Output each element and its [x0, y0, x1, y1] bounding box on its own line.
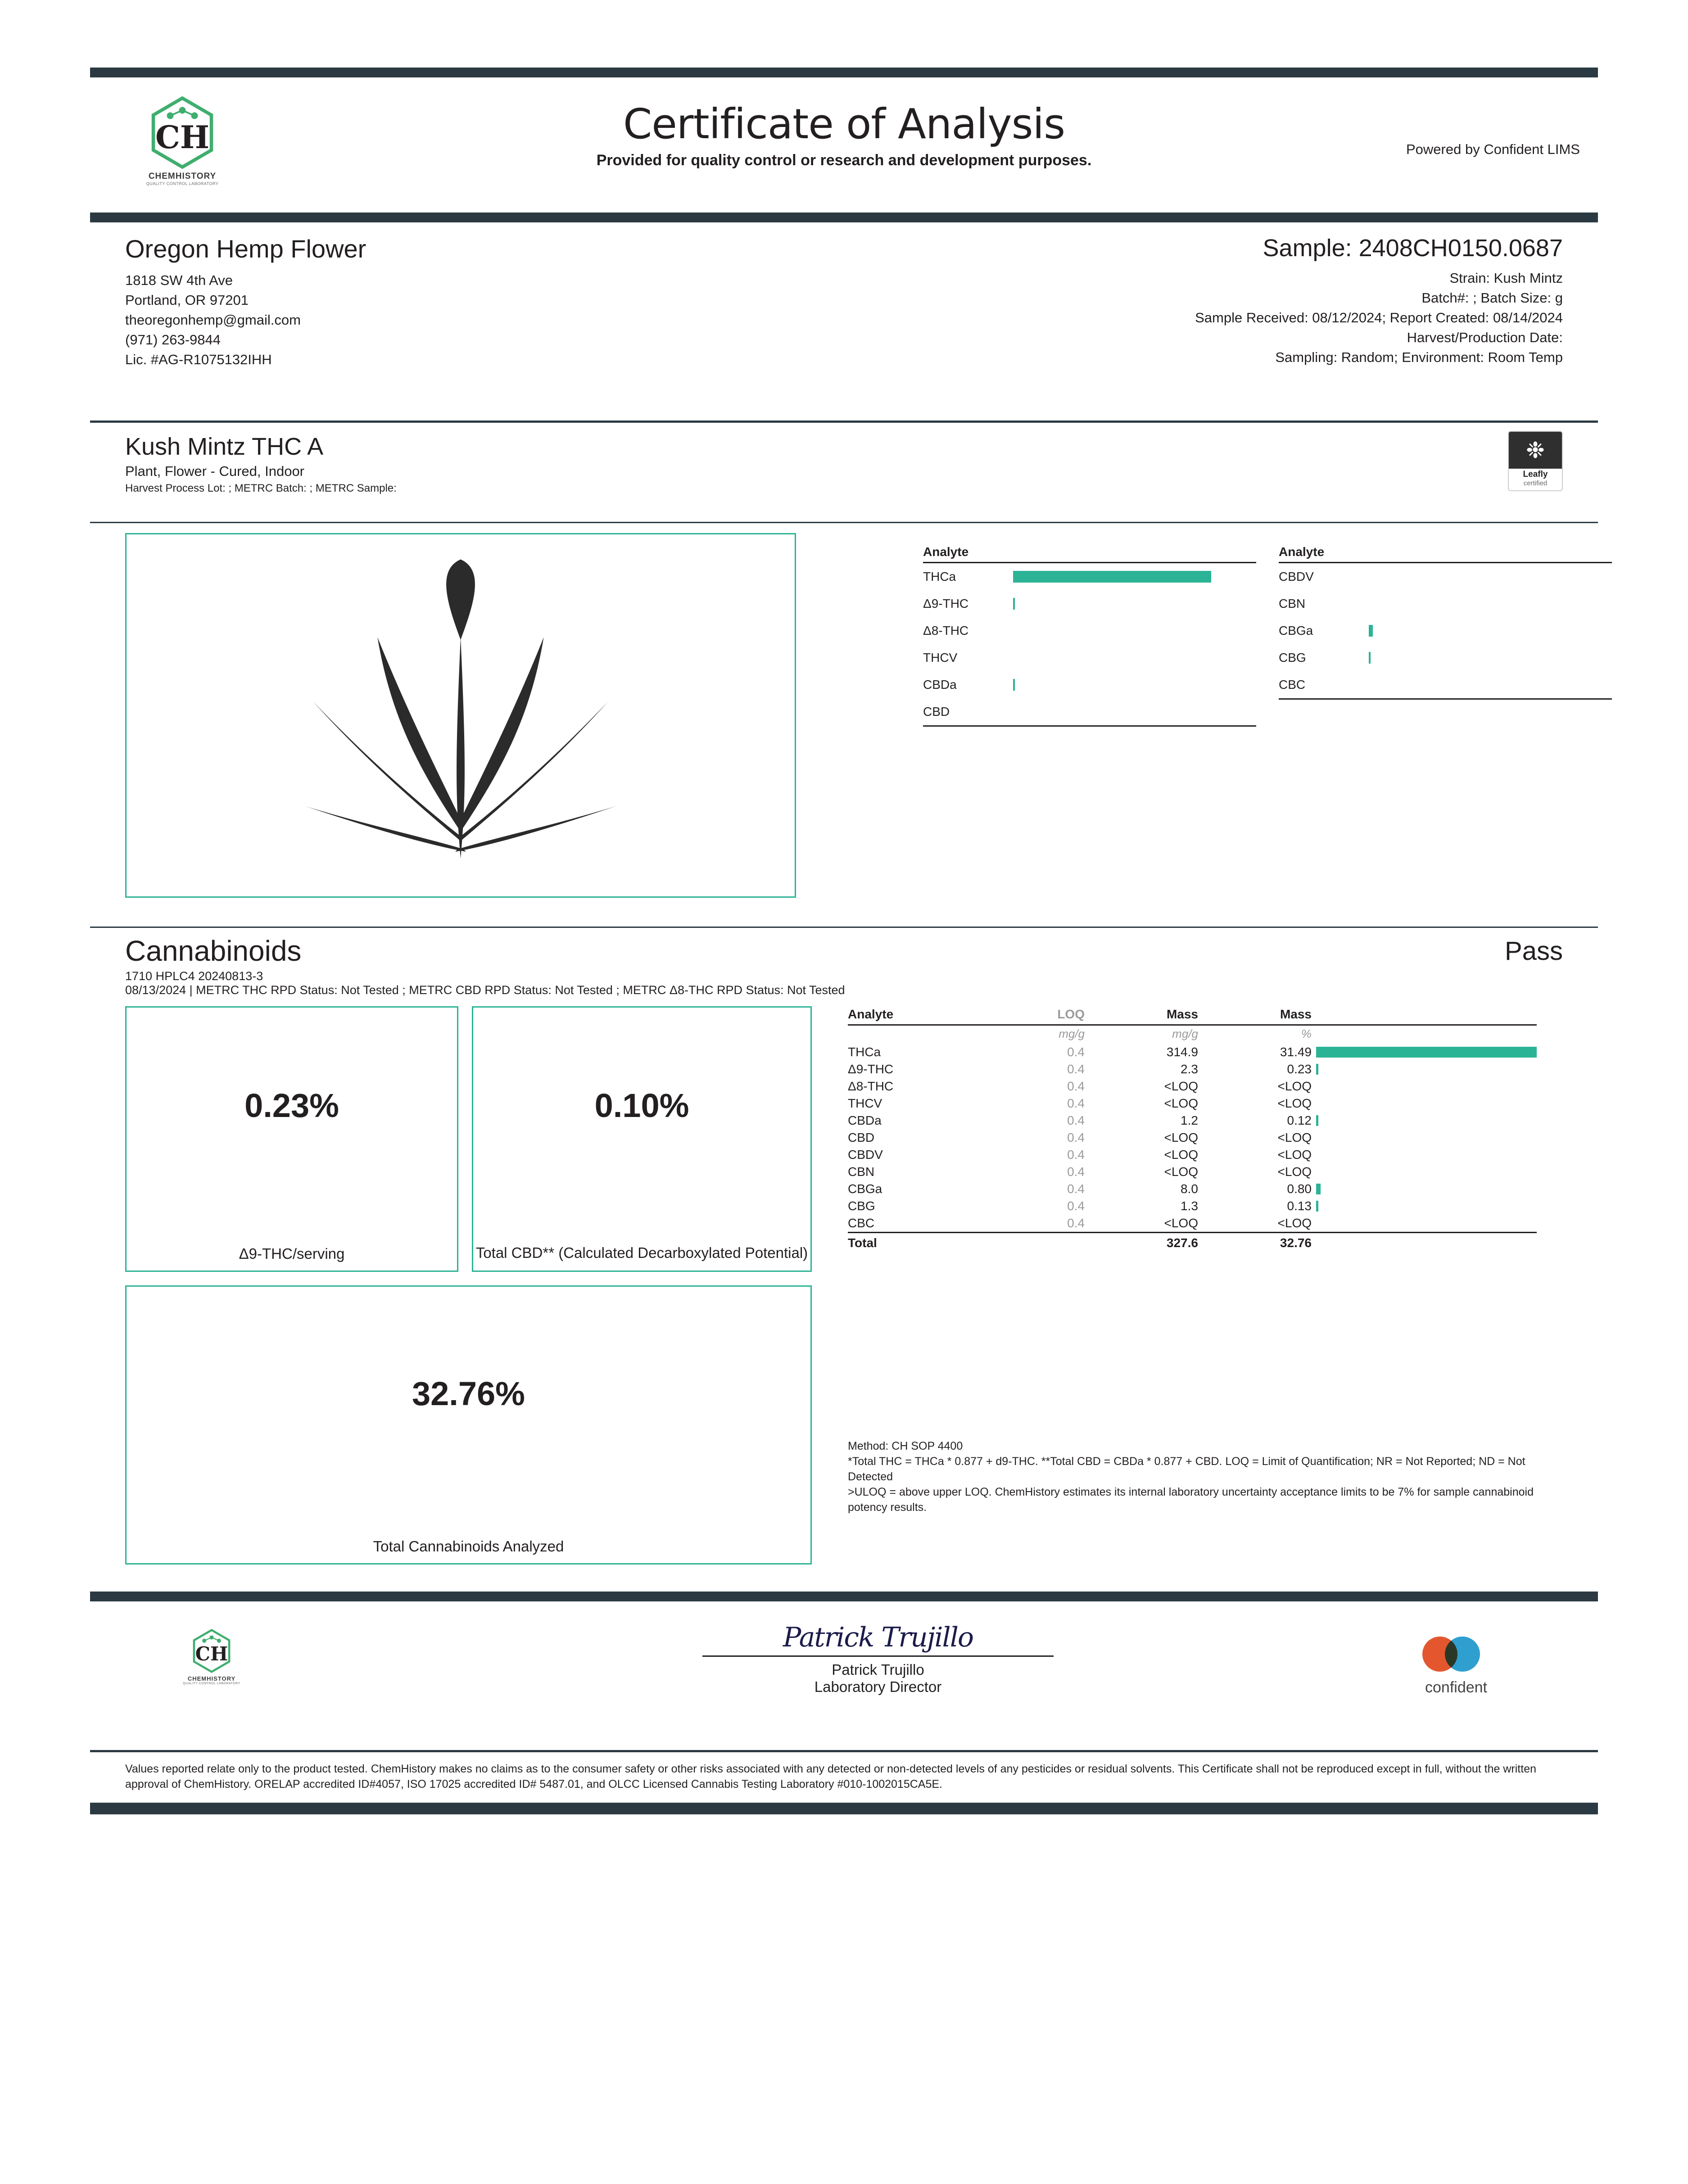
thc-serving-value: 0.23%: [244, 1087, 339, 1124]
table-cell: <LOQ: [1164, 1148, 1198, 1162]
table-bar-cell: [1316, 1129, 1537, 1146]
table-row: [848, 1180, 1537, 1198]
table-cell: <LOQ: [1164, 1216, 1198, 1230]
svg-text:CH: CH: [155, 119, 210, 156]
table-row: [848, 1044, 1537, 1061]
mini-chart-bar-area: [1013, 625, 1256, 637]
method-notes: [848, 1438, 1537, 1515]
mini-chart-left-rows: [923, 563, 1256, 725]
mini-chart-row: [1279, 644, 1612, 671]
mini-chart-right-underline: [1279, 698, 1612, 700]
table-cell: Δ9-THC: [848, 1062, 894, 1076]
confident-logo: [1382, 1633, 1530, 1696]
cannabinoids-section: [90, 928, 1598, 1592]
sample-block: [707, 234, 1563, 367]
table-cell: 0.4: [1067, 1165, 1085, 1179]
mini-chart-bar: [1369, 625, 1373, 637]
table-cell: 8.0: [1181, 1182, 1198, 1196]
analyte-table: [848, 1006, 1537, 1252]
svg-text:CH: CH: [195, 1642, 228, 1665]
mini-chart-bar: [1013, 598, 1015, 610]
mini-chart-right-header: Analyte: [1279, 545, 1612, 563]
sample-photo: [125, 533, 796, 898]
table-cell: CBDV: [848, 1148, 883, 1162]
mini-chart-label: Δ9-THC: [923, 597, 969, 610]
table-cell: CBC: [848, 1216, 875, 1230]
method-note-0: Method: CH SOP 4400: [848, 1440, 963, 1452]
confident-wordmark: confident: [1425, 1679, 1487, 1696]
cannabinoids-method-line: 1710 HPLC4 20240813-3: [125, 969, 263, 983]
table-cell: 0.4: [1067, 1199, 1085, 1213]
status-badge: Pass: [1505, 936, 1563, 966]
signature-line: [702, 1655, 1054, 1657]
table-row: [848, 1146, 1537, 1163]
table-cell: 0.4: [1067, 1216, 1085, 1230]
logo-tagline: QUALITY CONTROL LABORATORY: [146, 181, 219, 186]
mini-chart-label: CBC: [1279, 678, 1306, 692]
mini-chart-bar: [1013, 571, 1211, 583]
client-sample-info: [90, 222, 1598, 421]
table-bar: [1316, 1047, 1537, 1058]
table-cell: 0.4: [1067, 1079, 1085, 1093]
mini-chart-bar-area: [1369, 679, 1612, 691]
mini-chart-bar-area: [1013, 598, 1256, 610]
unit-cell: mg/g: [1172, 1027, 1198, 1040]
signatory-name: Patrick Trujillo: [832, 1661, 924, 1678]
col-bar: [1316, 1006, 1537, 1025]
page-subtitle: Provided for quality control or research and development purposes.: [596, 152, 1092, 169]
document-header: [90, 77, 1598, 213]
product-lot: Harvest Process Lot: ; METRC Batch: ; METRC Sample:: [125, 482, 397, 494]
table-bar-cell: [1316, 1061, 1537, 1078]
table-cell: <LOQ: [1277, 1096, 1312, 1110]
sample-id: Sample: 2408CH0150.0687: [1263, 235, 1563, 262]
mini-chart-row: [923, 590, 1256, 617]
table-cell: 1.2: [1181, 1113, 1198, 1127]
table-cell: <LOQ: [1277, 1148, 1312, 1162]
highlight-box-total-cbd: [472, 1006, 812, 1272]
table-bar: [1316, 1064, 1318, 1075]
mini-chart-label: CBN: [1279, 597, 1306, 610]
table-cell: <LOQ: [1277, 1165, 1312, 1179]
confident-dots-icon: [1382, 1633, 1530, 1678]
client-address-2: Portland, OR 97201: [125, 292, 249, 308]
mini-chart-row: [1279, 671, 1612, 698]
table-cell: 0.4: [1067, 1113, 1085, 1127]
leafly-badge-icon: ❉: [1509, 432, 1562, 469]
document-footer: [90, 1601, 1598, 1750]
image-and-mini-charts: [90, 523, 1598, 927]
table-bar-cell: [1316, 1146, 1537, 1163]
mini-chart-left-underline: [923, 725, 1256, 727]
leafly-certified-badge: [1508, 431, 1563, 491]
table-total-cell: [996, 1233, 1089, 1252]
table-cell: THCV: [848, 1096, 882, 1110]
mini-chart-right-rows: [1279, 563, 1612, 698]
logo-wordmark: CHEMHISTORY: [148, 172, 217, 181]
col-mass-mg: Mass: [1089, 1006, 1203, 1025]
client-phone: (971) 263-9844: [125, 332, 221, 348]
mini-chart-bar-area: [1369, 625, 1612, 637]
table-cell: 0.80: [1287, 1182, 1312, 1196]
unit-cell: mg/g: [1059, 1027, 1085, 1040]
table-cell: THCa: [848, 1045, 881, 1059]
table-cell: 0.4: [1067, 1182, 1085, 1196]
sample-batch: Batch#: ; Batch Size: g: [1421, 290, 1563, 306]
mini-chart-label: CBDa: [923, 678, 957, 692]
unit-cell: %: [1301, 1027, 1312, 1040]
table-cell: <LOQ: [1164, 1130, 1198, 1144]
mini-chart-label: THCa: [923, 570, 956, 583]
table-row: [848, 1095, 1537, 1112]
table-cell: <LOQ: [1277, 1079, 1312, 1093]
table-cell: CBGa: [848, 1182, 882, 1196]
table-cell: 0.4: [1067, 1045, 1085, 1059]
table-cell: <LOQ: [1277, 1216, 1312, 1230]
client-license: Lic. #AG-R1075132IHH: [125, 352, 272, 367]
table-cell: 314.9: [1166, 1045, 1198, 1059]
table-cell: 0.13: [1287, 1199, 1312, 1213]
document-sheet: [90, 68, 1598, 1814]
thc-serving-label: Δ9-THC/serving: [239, 1245, 345, 1262]
product-block: [90, 423, 1598, 522]
sample-strain: Strain: Kush Mintz: [1449, 270, 1563, 286]
table-row: [848, 1129, 1537, 1146]
total-cbd-value: 0.10%: [594, 1087, 689, 1124]
table-row: [848, 1061, 1537, 1078]
table-bar-cell: [1316, 1163, 1537, 1180]
mini-chart-row: [923, 563, 1256, 590]
product-name: Kush Mintz THC A: [125, 433, 324, 460]
cannabis-leaf-icon: [258, 557, 663, 874]
table-cell: Δ8-THC: [848, 1079, 894, 1093]
powered-by-label: Powered by Confident LIMS: [1406, 141, 1580, 157]
page-title: Certificate of Analysis: [623, 100, 1065, 148]
mini-chart-left: [923, 545, 1256, 727]
mini-chart-row: [923, 617, 1256, 644]
table-total-cell: Total: [848, 1233, 996, 1252]
mini-chart-row: [1279, 617, 1612, 644]
hexagon-logo-icon-footer: [191, 1628, 232, 1673]
mini-chart-bar-area: [1369, 571, 1612, 583]
mini-chart-bar-area: [1013, 571, 1256, 583]
table-cell: <LOQ: [1277, 1130, 1312, 1144]
mini-chart-row: [1279, 563, 1612, 590]
table-bar-cell: [1316, 1078, 1537, 1095]
mini-chart-right: [1279, 545, 1612, 727]
signature-image: Patrick Trujillo: [783, 1622, 973, 1653]
client-address-1: 1818 SW 4th Ave: [125, 272, 233, 288]
leafly-badge-cert: certified: [1523, 479, 1548, 487]
mini-chart-bar-area: [1369, 598, 1612, 610]
sample-harvest-date: Harvest/Production Date:: [1407, 330, 1563, 345]
footer-logo-wordmark: CHEMHISTORY: [187, 1675, 236, 1682]
col-loq: LOQ: [996, 1006, 1089, 1025]
cannabinoids-header: [125, 928, 1563, 997]
disclaimer-text: Values reported relate only to the product tested. ChemHistory makes no claims as to the consumer safety or other risks associated with any detected or non-detected levels of any pesticides or residual solvents. This Certificate shall not be reproduced except in full, without the written approval of ChemHistory. ORELAP accredited ID#4057, ISO 17025 accredited ID# 5487.01, and OLCC Licensed Cannabis Testing Laboratory #010-1002015CA5E.: [125, 1763, 1536, 1791]
total-cannabinoids-label: Total Cannabinoids Analyzed: [373, 1538, 564, 1555]
mini-chart-label: CBG: [1279, 651, 1306, 665]
table-cell: 1.3: [1181, 1199, 1198, 1213]
table-bar-cell: [1316, 1198, 1537, 1215]
table-bar-cell: [1316, 1215, 1537, 1233]
table-cell: CBG: [848, 1199, 875, 1213]
mini-chart-label: THCV: [923, 651, 958, 665]
unit-cell: [848, 1025, 996, 1044]
top-rule: [90, 68, 1598, 77]
table-cell: 0.4: [1067, 1148, 1085, 1162]
col-analyte: Analyte: [848, 1006, 996, 1025]
method-note-2: >ULOQ = above upper LOQ. ChemHistory estimates its internal laboratory uncertainty acceptance limits to be 7% for sample cannabinoid potency results.: [848, 1486, 1534, 1514]
table-total-cell: [1316, 1233, 1537, 1252]
sample-dates: Sample Received: 08/12/2024; Report Created: 08/14/2024: [1195, 310, 1563, 326]
table-total-row: [848, 1233, 1537, 1252]
client-block: [125, 234, 801, 370]
table-row: [848, 1112, 1537, 1129]
mini-chart-bar-area: [1013, 652, 1256, 664]
analyte-table-body: [848, 1025, 1537, 1252]
signatory-role: Laboratory Director: [814, 1678, 942, 1695]
mini-chart-bar-area: [1369, 652, 1612, 664]
table-cell: 0.4: [1067, 1096, 1085, 1110]
table-cell: <LOQ: [1164, 1079, 1198, 1093]
footer-rule-top: [90, 1592, 1598, 1601]
mini-chart-bar: [1013, 679, 1015, 691]
footer-logo-tagline: QUALITY CONTROL LABORATORY: [183, 1682, 240, 1685]
mini-chart-row: [923, 698, 1256, 725]
client-email: theoregonhemp@gmail.com: [125, 312, 301, 328]
highlight-box-total-cannabinoids: [125, 1285, 812, 1565]
mini-chart-label: CBD: [923, 705, 950, 719]
table-cell: <LOQ: [1164, 1096, 1198, 1110]
cannabinoids-body: [125, 1006, 1563, 1592]
table-total-cell: 32.76: [1203, 1233, 1316, 1252]
table-cell: 31.49: [1280, 1045, 1312, 1059]
table-row: [848, 1198, 1537, 1215]
table-cell: 0.12: [1287, 1113, 1312, 1127]
table-row: [848, 1078, 1537, 1095]
table-bar: [1316, 1115, 1318, 1126]
table-cell: 0.4: [1067, 1062, 1085, 1076]
signature-block: [675, 1619, 1081, 1696]
client-name: Oregon Hemp Flower: [125, 235, 367, 263]
table-row: [848, 1215, 1537, 1233]
table-header-row: [848, 1006, 1537, 1025]
mini-analyte-charts: [923, 545, 1630, 727]
cannabinoids-rpd-line: 08/13/2024 | METRC THC RPD Status: Not Tested ; METRC CBD RPD Status: Not Tested ; METRC Δ8-THC RPD Status: Not Tested: [125, 983, 845, 997]
table-cell: CBD: [848, 1130, 875, 1144]
table-bar-cell: [1316, 1044, 1537, 1061]
cannabinoids-title: Cannabinoids: [125, 935, 302, 967]
product-type: Plant, Flower - Cured, Indoor: [125, 463, 305, 479]
footer-chemhistory-logo: [167, 1628, 257, 1685]
table-bar: [1316, 1201, 1318, 1212]
mini-chart-bar-area: [1013, 679, 1256, 691]
mini-chart-row: [923, 671, 1256, 698]
mini-chart-bar-area: [1013, 706, 1256, 718]
col-mass-pct: Mass: [1203, 1006, 1316, 1025]
table-row: [848, 1163, 1537, 1180]
mini-chart-label: Δ8-THC: [923, 624, 969, 638]
table-cell: CBDa: [848, 1113, 882, 1127]
total-cbd-label: Total CBD** (Calculated Decarboxylated Potential): [475, 1244, 808, 1261]
highlight-box-thc-serving: [125, 1006, 458, 1272]
unit-cell: [1316, 1025, 1537, 1044]
table-cell: 0.4: [1067, 1130, 1085, 1144]
table-cell: 2.3: [1181, 1062, 1198, 1076]
table-cell: <LOQ: [1164, 1165, 1198, 1179]
table-units-row: [848, 1025, 1537, 1044]
table-bar: [1316, 1184, 1321, 1194]
mini-chart-row: [1279, 590, 1612, 617]
table-bar-cell: [1316, 1112, 1537, 1129]
analyte-table-wrap: [848, 1006, 1537, 1252]
table-cell: 0.23: [1287, 1062, 1312, 1076]
total-cannabinoids-value: 32.76%: [412, 1375, 525, 1412]
mini-chart-label: CBDV: [1279, 570, 1314, 583]
mini-chart-label: CBGa: [1279, 624, 1313, 638]
method-note-1: *Total THC = THCa * 0.877 + d9-THC. **Total CBD = CBDa * 0.877 + CBD. LOQ = Limit of Quantification; NR = Not Reported; ND = Not Detected: [848, 1455, 1525, 1483]
mini-chart-row: [923, 644, 1256, 671]
leafly-badge-name: Leafly: [1523, 470, 1548, 479]
mini-chart-left-header: Analyte: [923, 545, 1256, 563]
table-bar-cell: [1316, 1180, 1537, 1198]
sample-sampling: Sampling: Random; Environment: Room Temp: [1275, 349, 1563, 365]
table-total-cell: 327.6: [1089, 1233, 1203, 1252]
table-bar-cell: [1316, 1095, 1537, 1112]
mini-chart-bar: [1369, 652, 1371, 664]
header-rule: [90, 213, 1598, 222]
table-cell: CBN: [848, 1165, 875, 1179]
bottom-rule: [90, 1803, 1598, 1814]
